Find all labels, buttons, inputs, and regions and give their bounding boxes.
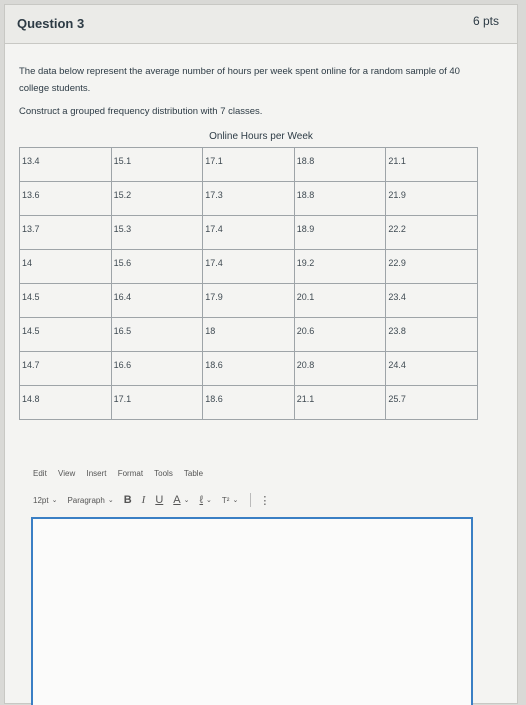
block-format-dropdown[interactable] bbox=[67, 496, 113, 505]
table-cell: 18.9 bbox=[294, 216, 386, 250]
table-cell: 15.1 bbox=[111, 148, 203, 182]
highlight-icon: ℓ bbox=[199, 494, 204, 506]
question-title: Question 3 bbox=[17, 16, 85, 31]
table-cell: 17.9 bbox=[203, 284, 295, 318]
table-cell: 14.5 bbox=[20, 284, 112, 318]
question-header bbox=[5, 5, 517, 44]
question-card bbox=[4, 4, 518, 704]
table-cell: 25.7 bbox=[386, 386, 478, 420]
table-cell: 21.9 bbox=[386, 182, 478, 216]
font-size-value: 12pt bbox=[33, 495, 49, 505]
question-intro-text: The data below represent the average number of hours per week spent online for a random sample of 40 college students. bbox=[19, 66, 460, 94]
chevron-down-icon: ⌄ bbox=[107, 497, 114, 504]
table-cell: 14 bbox=[20, 250, 112, 284]
menu-edit[interactable]: Edit bbox=[33, 469, 47, 478]
table-cell: 15.2 bbox=[111, 182, 203, 216]
menu-tools[interactable]: Tools bbox=[154, 469, 173, 478]
text-color-icon: A bbox=[173, 494, 181, 506]
table-row bbox=[20, 352, 478, 386]
menu-insert[interactable]: Insert bbox=[86, 469, 107, 478]
editor-toolbar bbox=[33, 493, 279, 507]
more-options-button[interactable]: ⋮ bbox=[259, 494, 270, 507]
table-caption: Online Hours per Week bbox=[209, 131, 313, 142]
table-cell: 15.6 bbox=[111, 250, 203, 284]
table-cell: 22.9 bbox=[386, 250, 478, 284]
table-row bbox=[20, 216, 478, 250]
table-cell: 17.4 bbox=[203, 216, 295, 250]
table-cell: 19.2 bbox=[294, 250, 386, 284]
table-cell: 18 bbox=[203, 318, 295, 352]
chevron-down-icon: ⌄ bbox=[51, 497, 58, 504]
table-cell: 17.3 bbox=[203, 182, 295, 216]
editor-menubar bbox=[33, 469, 212, 478]
table-cell: 20.8 bbox=[294, 352, 386, 386]
chevron-down-icon: ⌄ bbox=[232, 497, 239, 504]
table-cell: 13.7 bbox=[20, 216, 112, 250]
bold-button[interactable]: B bbox=[123, 494, 132, 506]
table-row bbox=[20, 182, 478, 216]
table-cell: 18.8 bbox=[294, 148, 386, 182]
superscript-button[interactable] bbox=[222, 496, 238, 505]
chevron-down-icon: ⌄ bbox=[183, 497, 190, 504]
table-row bbox=[20, 318, 478, 352]
table-cell: 21.1 bbox=[294, 386, 386, 420]
table-cell: 23.8 bbox=[386, 318, 478, 352]
table-cell: 21.1 bbox=[386, 148, 478, 182]
menu-view[interactable]: View bbox=[58, 469, 76, 478]
table-cell: 20.1 bbox=[294, 284, 386, 318]
table-cell: 13.4 bbox=[20, 148, 112, 182]
chevron-down-icon: ⌄ bbox=[206, 497, 212, 504]
font-size-dropdown[interactable] bbox=[33, 496, 57, 505]
table-cell: 14.8 bbox=[20, 386, 112, 420]
table-cell: 14.5 bbox=[20, 318, 112, 352]
table-cell: 14.7 bbox=[20, 352, 112, 386]
superscript-icon: T² bbox=[221, 495, 230, 505]
table-row bbox=[20, 250, 478, 284]
table-cell: 18.6 bbox=[203, 386, 295, 420]
underline-button[interactable]: U bbox=[155, 494, 164, 506]
table-cell: 22.2 bbox=[386, 216, 478, 250]
block-format-value: Paragraph bbox=[67, 495, 105, 505]
table-cell: 18.6 bbox=[203, 352, 295, 386]
table-row bbox=[20, 284, 478, 318]
table-cell: 20.6 bbox=[294, 318, 386, 352]
table-cell: 23.4 bbox=[386, 284, 478, 318]
table-cell: 17.1 bbox=[203, 148, 295, 182]
question-points: 6 pts bbox=[472, 14, 499, 28]
table-cell: 17.1 bbox=[111, 386, 203, 420]
menu-table[interactable]: Table bbox=[183, 469, 204, 478]
table-cell: 17.4 bbox=[203, 250, 295, 284]
text-color-button[interactable] bbox=[173, 494, 189, 506]
question-instruction: Construct a grouped frequency distribution with 7 classes. bbox=[19, 106, 263, 117]
italic-button[interactable]: I bbox=[141, 494, 146, 506]
table-row bbox=[20, 148, 478, 182]
answer-text-editor[interactable] bbox=[31, 517, 473, 705]
highlight-button[interactable] bbox=[199, 494, 211, 506]
table-row bbox=[20, 386, 478, 420]
toolbar-divider bbox=[250, 493, 251, 507]
table-cell: 16.6 bbox=[111, 352, 203, 386]
table-cell: 16.5 bbox=[111, 318, 203, 352]
table-cell: 16.4 bbox=[111, 284, 203, 318]
table-cell: 18.8 bbox=[294, 182, 386, 216]
data-table bbox=[19, 147, 478, 420]
menu-format[interactable]: Format bbox=[117, 469, 144, 478]
table-cell: 15.3 bbox=[111, 216, 203, 250]
table-cell: 24.4 bbox=[386, 352, 478, 386]
table-cell: 13.6 bbox=[20, 182, 112, 216]
